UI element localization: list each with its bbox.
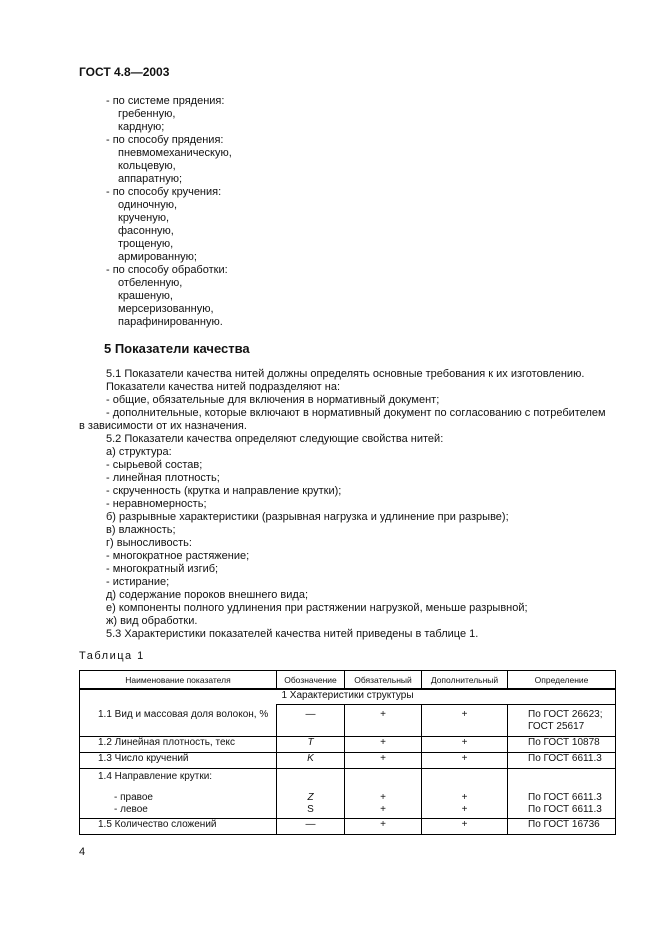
sub-indicator: - правое — [114, 792, 153, 803]
paragraph-line: 5.2 Показатели качества определяют следующие свойства нитей: — [106, 433, 444, 445]
indicator-name-cell — [80, 769, 277, 819]
required-value: + — [380, 804, 386, 815]
indicator-name: 1.2 Линейная плотность, текс — [80, 737, 277, 753]
list-item: кардную; — [118, 121, 165, 133]
column-header: Обозначение — [277, 671, 345, 690]
definition-cell — [508, 705, 616, 737]
definition-cell: По ГОСТ 6611.3 — [508, 753, 616, 769]
required-cell — [345, 769, 422, 819]
list-item: аппаратную; — [118, 173, 183, 185]
indicator-name: 1.5 Количество сложений — [80, 819, 277, 835]
additional-cell: + — [422, 819, 508, 835]
paragraph-line: - сырьевой состав; — [106, 459, 203, 471]
paragraph-line: 5.1 Показатели качества нитей должны определять основные требования к их изготовлению. — [106, 368, 585, 380]
definition-cell: По ГОСТ 16736 — [508, 819, 616, 835]
paragraph-line: г) выносливость: — [106, 537, 192, 549]
symbol-cell: K — [277, 753, 345, 769]
column-header: Обязательный — [345, 671, 422, 690]
column-header: Определение — [508, 671, 616, 690]
table-row — [80, 819, 616, 835]
list-item: - по способу кручения: — [106, 186, 222, 198]
paragraph-line: - линейная плотность; — [106, 472, 220, 484]
list-item: - по способу прядения: — [106, 134, 224, 146]
list-item: крученую, — [118, 212, 170, 224]
additional-value: + — [461, 804, 468, 815]
table-caption: Таблица 1 — [79, 650, 145, 662]
list-item: отбеленную, — [118, 277, 183, 289]
list-item: мерсеризованную, — [118, 303, 214, 315]
list-item: парафинированную. — [118, 316, 223, 328]
list-item: - по системе прядения: — [106, 95, 225, 107]
table-row — [80, 769, 616, 819]
column-header: Дополнительный — [422, 671, 508, 690]
paragraph-line: ж) вид обработки. — [106, 615, 198, 627]
list-item: крашеную, — [118, 290, 173, 302]
table-row — [80, 753, 616, 769]
column-header: Наименование показателя — [80, 671, 277, 690]
paragraph-line: д) содержание пороков внешнего вида; — [106, 589, 309, 601]
additional-value: + — [461, 792, 468, 803]
group-title: 1 Характеристики структуры — [80, 689, 616, 705]
symbol-cell: — — [277, 819, 345, 835]
page-number: 4 — [79, 846, 86, 858]
definition-line: ГОСТ 25617 — [528, 721, 585, 732]
sub-indicator: - левое — [114, 804, 148, 815]
list-item: пневмомеханическую, — [118, 147, 232, 159]
list-item: кольцевую, — [118, 160, 176, 172]
paragraph-line: 5.3 Характеристики показателей качества нитей приведены в таблице 1. — [106, 628, 479, 640]
paragraph-line: е) компоненты полного удлинения при растяжении нагрузкой, меньше разрывной; — [106, 602, 528, 614]
table-row — [80, 705, 616, 737]
indicator-name: 1.1 Вид и массовая доля волокон, % — [80, 705, 277, 737]
symbol-value: S — [307, 804, 314, 815]
list-item: трощеную, — [118, 238, 174, 250]
list-item: армированную; — [118, 251, 197, 263]
paragraph-line: в) влажность; — [106, 524, 176, 536]
required-cell: + — [345, 753, 422, 769]
list-item: фасонную, — [118, 225, 174, 237]
table-header-row — [80, 671, 616, 690]
list-item: гребенную, — [118, 108, 176, 120]
definition-cell: По ГОСТ 10878 — [508, 737, 616, 753]
section-title: 5 Показатели качества — [104, 341, 250, 356]
paragraph-line: - неравномерность; — [106, 498, 207, 510]
symbol-value: Z — [307, 792, 314, 803]
document-header: ГОСТ 4.8—2003 — [79, 65, 170, 79]
paragraph-line: б) разрывные характеристики (разрывная нагрузка и удлинение при разрыве); — [106, 511, 509, 523]
paragraph-line: - скрученность (крутка и направление крутки); — [106, 485, 342, 497]
additional-cell — [422, 769, 508, 819]
indicator-name: 1.3 Число кручений — [80, 753, 277, 769]
paragraph-line: - общие, обязательные для включения в нормативный документ; — [106, 394, 440, 406]
paragraph-line: а) структура: — [106, 446, 172, 458]
paragraph-line: - истирание; — [106, 576, 170, 588]
additional-cell: + — [422, 705, 508, 737]
definition-cell — [508, 769, 616, 819]
additional-cell: + — [422, 737, 508, 753]
paragraph-line: в зависимости от их назначения. — [79, 420, 247, 432]
definition-line: По ГОСТ 6611.3 — [528, 792, 602, 803]
definition-line: По ГОСТ 26623; — [528, 709, 603, 720]
quality-indicators-table — [79, 670, 616, 835]
indicator-name: 1.4 Направление крутки: — [98, 771, 213, 782]
list-item: одиночную, — [118, 199, 178, 211]
additional-cell: + — [422, 753, 508, 769]
paragraph-line: - многократное растяжение; — [106, 550, 250, 562]
list-item: - по способу обработки: — [106, 264, 228, 276]
required-cell: + — [345, 705, 422, 737]
symbol-cell: T — [277, 737, 345, 753]
required-cell: + — [345, 819, 422, 835]
table-row — [80, 737, 616, 753]
symbol-cell: — — [277, 705, 345, 737]
symbol-cell — [277, 769, 345, 819]
required-cell: + — [345, 737, 422, 753]
definition-line: По ГОСТ 6611.3 — [528, 804, 602, 815]
paragraph-line: Показатели качества нитей подразделяют на: — [106, 381, 341, 393]
paragraph-line: - многократный изгиб; — [106, 563, 219, 575]
paragraph-line: - дополнительные, которые включают в нормативный документ по согласованию с потребителем — [106, 407, 606, 419]
required-value: + — [380, 792, 386, 803]
table-group-row — [80, 689, 616, 705]
